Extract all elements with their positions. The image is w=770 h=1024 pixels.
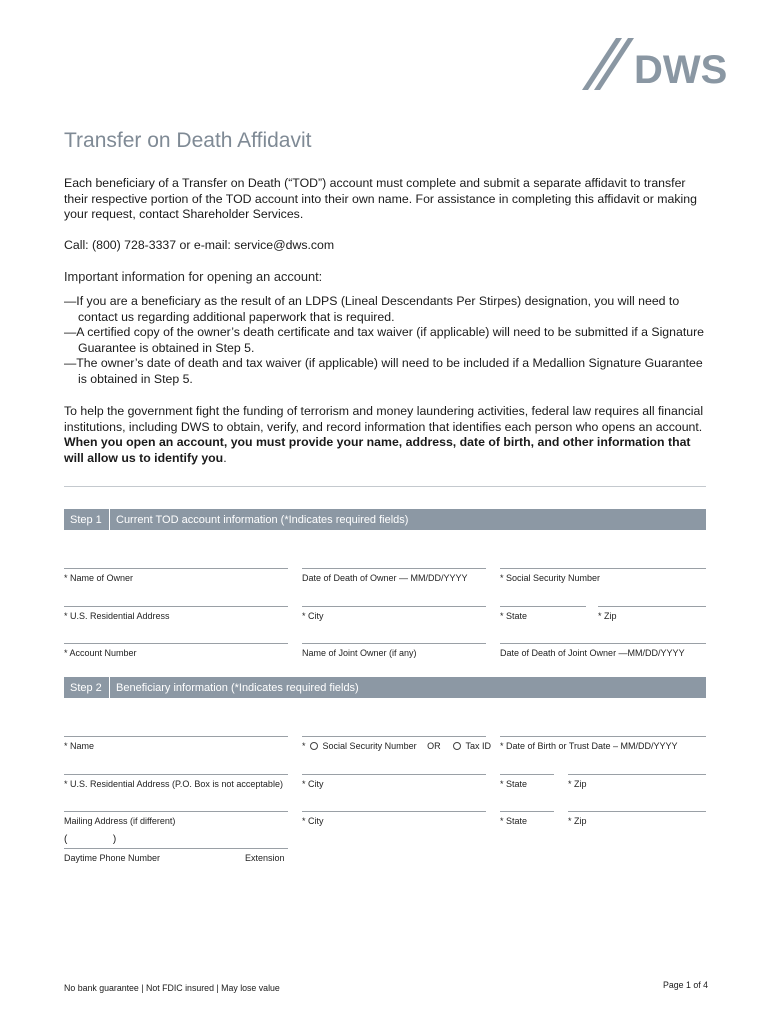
owner-ssn-field[interactable] — [500, 568, 706, 583]
beneficiary-zip-field[interactable] — [568, 774, 706, 789]
owner-address-field[interactable] — [64, 606, 288, 621]
owner-city-label: * City — [302, 611, 324, 621]
list-item: —If you are a beneficiary as the result of an LDPS (Lineal Descendants Per Stirpes) designation, you will need to contact us regarding additional paperwork that is required. — [64, 294, 680, 324]
mailing-state-field[interactable] — [500, 811, 554, 826]
beneficiary-state-label: * State — [500, 779, 528, 789]
ssn-option-label: Social Security Number — [322, 741, 417, 751]
contact-line: Call: (800) 728-3337 or e-mail: service@dws.com — [64, 238, 335, 252]
owner-name-field[interactable] — [64, 568, 288, 583]
patriot-act-paragraph — [64, 404, 712, 466]
mailing-zip-field[interactable] — [568, 811, 706, 826]
beneficiary-address-label: * U.S. Residential Address (P.O. Box is not acceptable) — [64, 779, 283, 789]
account-number-field[interactable] — [64, 643, 288, 658]
page-number: Page 1 of 4 — [663, 980, 708, 990]
patriot-text: To help the government fight the funding of terrorism and money laundering activities, federal law requires all financial institutions, including DWS to obtain, verify, and record information that identifies each person who opens an account. — [64, 404, 704, 434]
dws-logo-text: DWS — [634, 48, 728, 92]
or-label: OR — [427, 741, 441, 751]
dws-logo — [578, 36, 728, 92]
owner-state-label: * State — [500, 611, 528, 621]
owner-city-field[interactable] — [302, 606, 486, 621]
beneficiary-name-label: * Name — [64, 741, 95, 751]
id-required-mark: * — [302, 741, 306, 751]
mailing-address-label: Mailing Address (if different) — [64, 816, 176, 826]
joint-death-date-field[interactable] — [500, 643, 706, 658]
paren-open: ( — [64, 834, 68, 845]
beneficiary-address-field[interactable] — [64, 774, 288, 789]
taxid-option-label: Tax ID — [465, 741, 491, 751]
joint-death-date-label: Date of Death of Joint Owner —MM/DD/YYYY — [500, 648, 685, 658]
joint-owner-field[interactable] — [302, 643, 486, 658]
mailing-address-field[interactable] — [64, 811, 288, 826]
owner-state-field[interactable] — [500, 606, 586, 621]
owner-ssn-label: * Social Security Number — [500, 573, 601, 583]
footer-disclaimer: No bank guarantee | Not FDIC insured | May lose value — [64, 983, 280, 993]
phone-area-code-parens — [64, 834, 116, 845]
joint-owner-label: Name of Joint Owner (if any) — [302, 648, 417, 658]
step1-header — [64, 509, 706, 530]
owner-address-label: * U.S. Residential Address — [64, 611, 170, 621]
ssn-radio[interactable] — [310, 742, 318, 750]
mailing-city-label: * City — [302, 816, 324, 826]
account-number-label: * Account Number — [64, 648, 137, 658]
owner-zip-label: * Zip — [598, 611, 617, 621]
mailing-zip-label: * Zip — [568, 816, 587, 826]
beneficiary-id-field[interactable] — [302, 736, 491, 751]
step2-header — [64, 677, 706, 698]
owner-zip-field[interactable] — [598, 606, 706, 621]
section-divider — [64, 486, 706, 487]
mailing-city-field[interactable] — [302, 811, 486, 826]
owner-death-date-label: Date of Death of Owner — MM/DD/YYYY — [302, 573, 468, 583]
beneficiary-city-field[interactable] — [302, 774, 486, 789]
daytime-phone-field[interactable] — [64, 848, 288, 863]
mailing-state-label: * State — [500, 816, 528, 826]
beneficiary-dob-label: * Date of Birth or Trust Date – MM/DD/YYYY — [500, 741, 678, 751]
step1-title: Current TOD account information (*Indicates required fields) — [116, 513, 409, 526]
beneficiary-zip-label: * Zip — [568, 779, 587, 789]
list-item: —The owner’s date of death and tax waiver (if applicable) will need to be included if a Medallion Signature Guarantee is obtained in Step 5. — [64, 356, 703, 386]
beneficiary-name-field[interactable] — [64, 736, 288, 751]
paren-close: ) — [112, 834, 117, 845]
intro-paragraph: Each beneficiary of a Transfer on Death (“TOD”) account must complete and submit a separate affidavit to transfer their respective portion of the TOD account into their own name. For assistance in completing this affidavit or making your request, contact Shareholder Services. — [64, 176, 697, 222]
page-title: Transfer on Death Affidavit — [64, 129, 312, 152]
list-item: —A certified copy of the owner’s death certificate and tax waiver (if applicable) will need to be submitted if a Signature Guarantee is obtained in Step 5. — [64, 325, 705, 355]
important-heading: Important information for opening an account: — [64, 269, 323, 284]
beneficiary-state-field[interactable] — [500, 774, 554, 789]
beneficiary-city-label: * City — [302, 779, 324, 789]
owner-death-date-field[interactable] — [302, 568, 486, 583]
step2-number: Step 2 — [64, 677, 110, 698]
beneficiary-dob-field[interactable] — [500, 736, 706, 751]
patriot-bold-text: When you open an account, you must provide your name, address, date of birth, and other information that will allow us to identify you — [64, 435, 691, 465]
owner-name-label: * Name of Owner — [64, 573, 134, 583]
daytime-phone-label: Daytime Phone Number — [64, 853, 161, 863]
important-list — [64, 294, 714, 388]
extension-label: Extension — [245, 853, 285, 863]
step2-title: Beneficiary information (*Indicates required fields) — [116, 681, 359, 694]
patriot-end: . — [223, 450, 227, 465]
step1-number: Step 1 — [64, 509, 110, 530]
taxid-radio[interactable] — [453, 742, 461, 750]
